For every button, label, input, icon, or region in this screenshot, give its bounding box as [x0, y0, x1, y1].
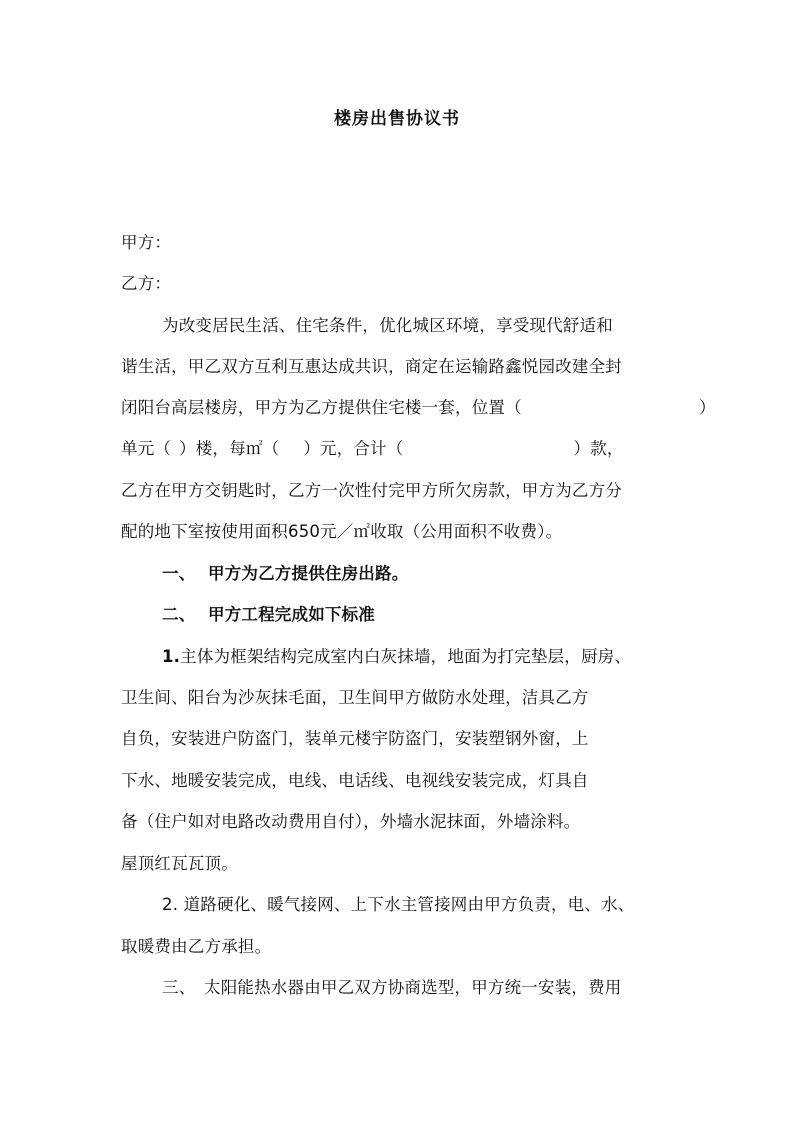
item2-line1: 2. 道路硬化、暖气接网、上下水主管接网由甲方负责，电、水、: [162, 895, 635, 914]
total-text: ）元，合计（: [303, 439, 404, 458]
section-one-text: 甲方为乙方提供住房出路。: [208, 564, 409, 583]
section-two-number: 二、: [162, 605, 196, 624]
section-one-number: 一、: [162, 564, 196, 583]
para1-line2: 谐生活，甲乙双方互利互惠达成共识，商定在运输路鑫悦园改建全封: [121, 357, 622, 376]
para1-line6: 配的地下室按使用面积650元／㎡收取（公用面积不收费）。: [121, 522, 563, 541]
para1-line5: 乙方在甲方交钥匙时，乙方一次性付完甲方所欠房款，甲方为乙方分: [121, 481, 622, 500]
party-b-label: 乙方：: [121, 274, 172, 293]
item1-number: 1.: [162, 647, 181, 666]
item1-text: 主体为框架结构完成室内白灰抹墙，地面为打完垫层，厨房、: [180, 647, 632, 666]
para1-line4: [121, 437, 701, 461]
section-one: [162, 562, 702, 586]
unit-text: 单元（: [121, 439, 172, 458]
item1-line1: [162, 645, 702, 669]
item2-line2: 取暖费由乙方承担。: [121, 937, 272, 956]
para1-line1: 为改变居民生活、住宅条件，优化城区环境，享受现代舒适和: [162, 316, 613, 335]
section-two-text: 甲方工程完成如下标准: [208, 605, 375, 624]
para1-line3: [121, 396, 701, 420]
item1-line3: 自负，安装进户防盗门，装单元楼宇防盗门，安装塑钢外窗，上: [121, 729, 589, 748]
item1-line5: 备（住户如对电路改动费用自付），外墙水泥抹面，外墙涂料。: [121, 812, 581, 831]
item1-line6: 屋顶红瓦瓦顶。: [121, 854, 238, 873]
section-two: [162, 603, 702, 627]
section-three: [162, 976, 702, 1000]
party-a-label: 甲方：: [121, 233, 172, 252]
item1-line4: 下水、地暖安装完成，电线、电话线、电视线安装完成，灯具自: [121, 771, 589, 790]
item1-line2: 卫生间、阳台为沙灰抹毛面，卫生间甲方做防水处理，洁具乙方: [121, 688, 589, 707]
document-title: 楼房出售协议书: [334, 109, 460, 129]
section-three-text: 太阳能热水器由甲乙双方协商选型，甲方统一安装，费用: [204, 978, 622, 997]
payment-text: ）款，: [573, 439, 624, 458]
section-three-number: 三、: [162, 978, 196, 997]
location-text: 闭阳台高层楼房，甲方为乙方提供住宅楼一套，位置（: [121, 398, 522, 417]
location-close-paren: ）: [699, 398, 716, 417]
floor-price-text: ）楼，每㎡（: [179, 439, 280, 458]
